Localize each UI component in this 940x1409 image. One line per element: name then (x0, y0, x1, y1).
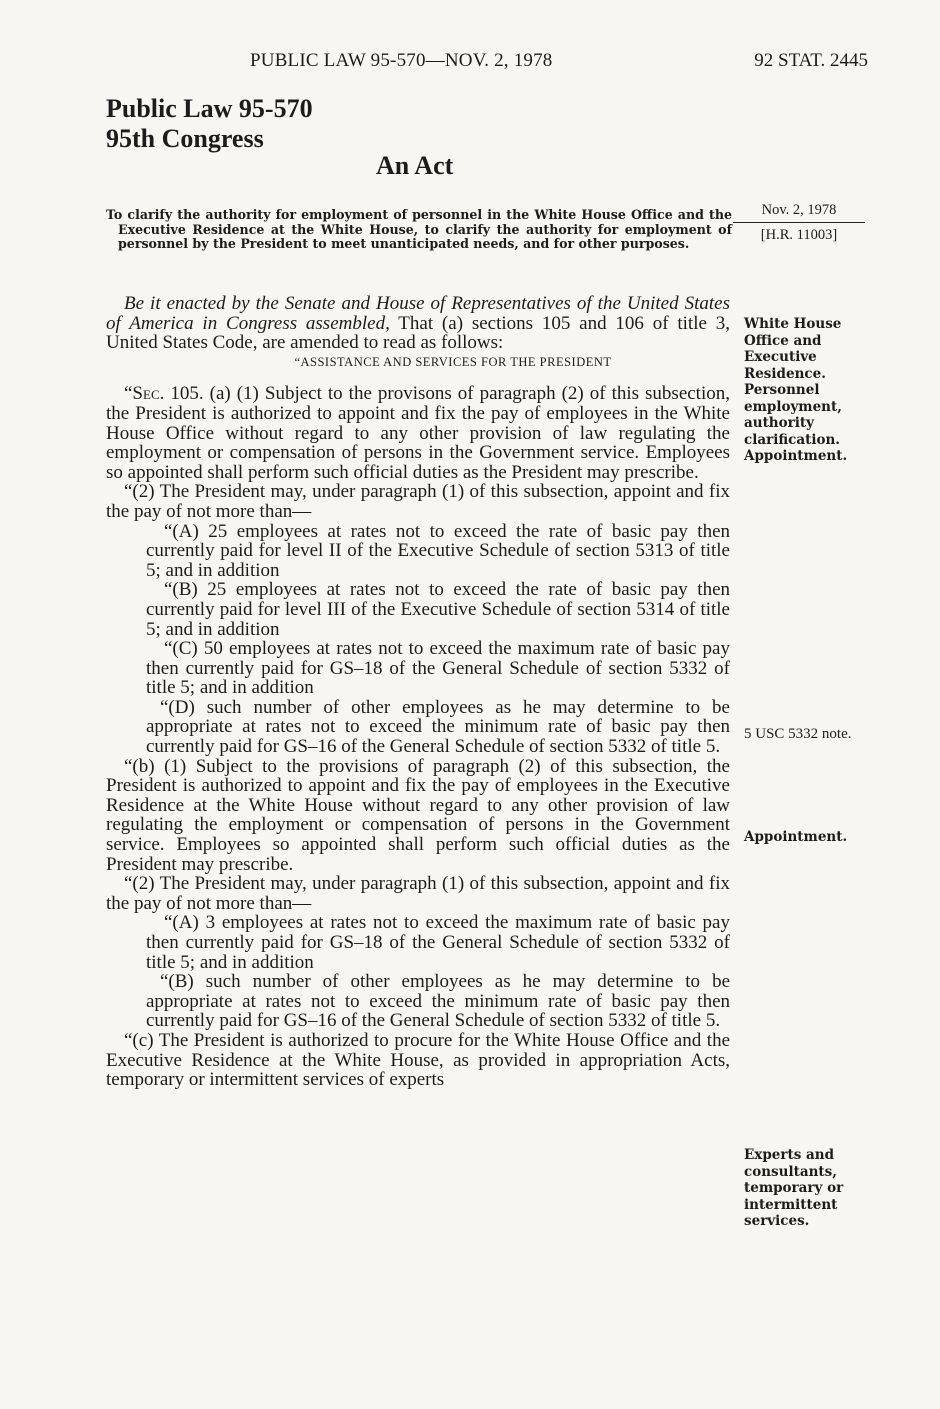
margin-note-white-house: White House Office and Executive Residence. Personnel employment, authority clarification. Appointment. (744, 316, 848, 464)
paragraph-b2B: “(B) such number of other employees as he may determine to be appropriate at rates not to exceed the minimum rate of basic pay then currently paid for GS–16 of the General Schedule of section 5332 of title 5. (146, 971, 730, 1032)
congress-number: 95th Congress (106, 124, 264, 153)
act-purpose (106, 208, 732, 252)
date-box (733, 202, 865, 244)
statute-body (106, 294, 730, 1090)
enactment-date: Nov. 2, 1978 (733, 202, 865, 223)
enacting-rest: That (a) sections 105 and 106 of title 3, United States Code, are amended to read as follows: (106, 312, 730, 354)
paragraph-a2D: “(D) such number of other employees as he may determine to be appropriate at rates not to exceed the minimum rate of basic pay then currently paid for GS–16 of the General Schedule of section 5332 of title 5. (146, 696, 730, 758)
paragraph-a2: “(2) The President may, under paragraph (1) of this subsection, appoint and fix the pay of not more than— (106, 481, 730, 522)
paragraph-a2C: “(C) 50 employees at rates not to exceed the maximum rate of basic pay then currently paid for GS–18 of the General Schedule of section 5332 of title 5; and in addition (146, 638, 730, 699)
law-number: Public Law 95-570 (106, 94, 313, 123)
paragraph-a1 (106, 384, 730, 482)
enacting-clause (106, 294, 730, 353)
act-title: An Act (376, 151, 454, 180)
running-header: PUBLIC LAW 95-570—NOV. 2, 1978 (250, 50, 553, 71)
bill-number: [H.R. 11003] (760, 227, 838, 243)
section-label: “Sec. 105. (124, 383, 204, 405)
paragraph-b2A: “(A) 3 employees at rates not to exceed the maximum rate of basic pay then currently paid for GS–18 of the General Schedule of section 5332 of title 5; and in addition (146, 912, 730, 973)
section-heading: “ASSISTANCE AND SERVICES FOR THE PRESIDENT (294, 354, 612, 369)
paragraph-b1: “(b) (1) Subject to the provisions of paragraph (2) of this subsection, the President is authorized to appoint and fix the pay of employees in the Executive Residence at the White House without regard to any other provision of law regulating the employment or compensation of persons in the Government service. Employees so appointed shall perform such official duties as the President may prescribe. (106, 755, 730, 875)
paragraph-a1-text: (a) (1) Subject to the provisons of paragraph (2) of this subsection, the President is authorized to appoint and fix the pay of employees in the White House Office without regard to any other provision of law regulating the employment or compensation of persons in the Government service. Employees so appointed shall perform such official duties as the President may prescribe. (106, 383, 730, 483)
law-title-block (106, 94, 313, 154)
margin-note-usc: 5 USC 5332 note. (744, 726, 852, 742)
paragraph-a2A: “(A) 25 employees at rates not to exceed the rate of basic pay then currently paid for level II of the Executive Schedule of section 5313 of title 5; and in addition (146, 520, 730, 581)
purpose-text: To clarify the authority for employment of personnel in the White House Office and the Executive Residence at the White House, to clarify the authority for employment of personnel by the President to meet unanticipated needs, and for other purposes. (106, 207, 732, 252)
paragraph-b2: “(2) The President may, under paragraph (1) of this subsection, appoint and fix the pay of not more than— (106, 873, 730, 914)
enacting-formula: Be it enacted by the Senate and House of Representatives of the United States of America in Congress assembled, (106, 293, 730, 334)
margin-note-appointment: Appointment. (744, 829, 848, 845)
paragraph-a2B: “(B) 25 employees at rates not to exceed the rate of basic pay then currently paid for level III of the Executive Schedule of section 5314 of title 5; and in addition (146, 579, 730, 640)
statute-page-number: 92 STAT. 2445 (754, 50, 868, 71)
margin-note-experts: Experts and consultants, temporary or intermittent services. (744, 1147, 844, 1229)
paragraph-c: “(c) The President is authorized to procure for the White House Office and the Executive Residence at the White House, as provided in appropriation Acts, temporary or intermittent services of experts (106, 1029, 730, 1091)
